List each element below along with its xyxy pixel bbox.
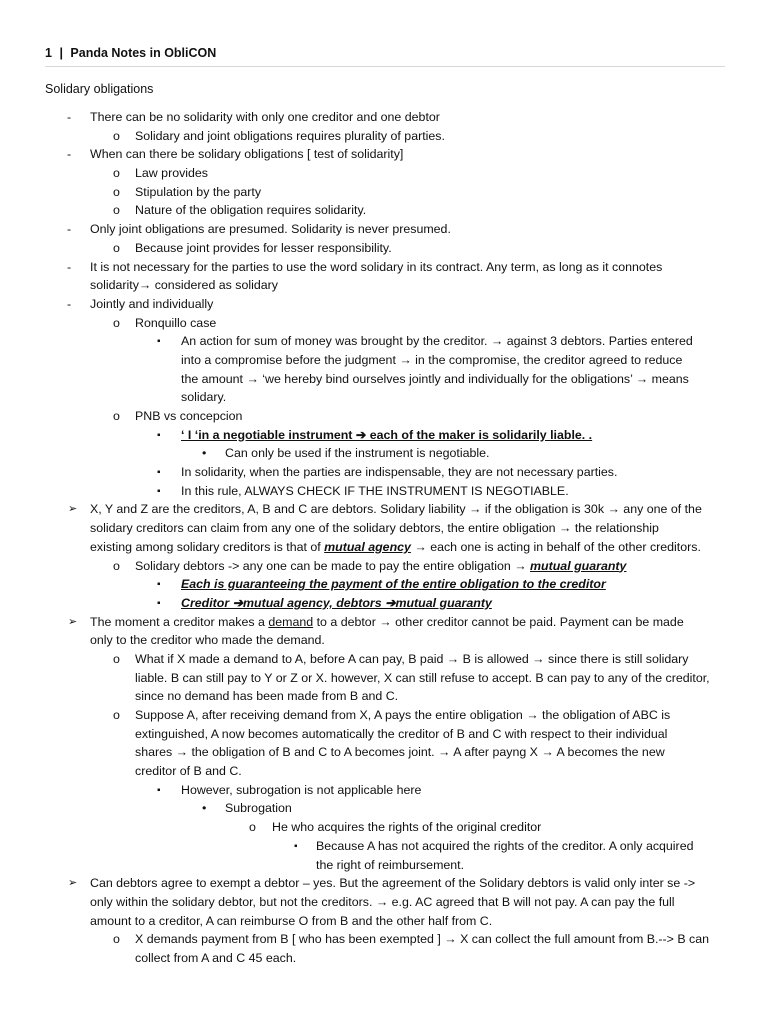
note-text-part: → each one is acting in behalf of the other creditors. [410, 539, 701, 554]
note-line [0, 239, 768, 258]
note-line [0, 519, 768, 538]
note-text: X, Y and Z are the creditors, A, B and C are debtors. Solidary liability → if the obligation is 30k → any one of the [90, 502, 702, 517]
note-text: Can debtors agree to exempt a debtor – yes. But the agreement of the Solidary debtors is valid only inter se -> [90, 876, 696, 891]
bullet-marker: o [113, 203, 120, 218]
note-text [90, 613, 684, 632]
note-line [0, 314, 768, 333]
note-text [90, 538, 701, 557]
note-line [0, 706, 768, 725]
bullet-marker: o [113, 409, 120, 423]
note-text [135, 557, 626, 576]
note-text: solidary creditors can claim from any one of the solidary debtors, the entire obligation → the relationship [90, 521, 659, 536]
note-line [0, 575, 768, 594]
bullet-marker: - [67, 296, 72, 311]
note-line [0, 762, 768, 781]
emphasis-text: mutual guaranty [530, 558, 627, 573]
note-text: solidary. [181, 390, 227, 405]
note-line [0, 407, 768, 426]
bullet-marker: ▪ [157, 467, 161, 479]
note-line [0, 145, 768, 164]
note-text: Stipulation by the party [135, 184, 262, 199]
bullet-marker: ➢ [68, 503, 78, 516]
note-text: It is not necessary for the parties to use the word solidary in its contract. Any term, as long as it connotes [90, 259, 663, 274]
section-title: Solidary obligations [45, 82, 154, 96]
note-text-part: to a debtor → other creditor cannot be paid. Payment can be made [313, 614, 684, 629]
note-line [0, 276, 768, 295]
note-line [0, 669, 768, 688]
note-text: collect from A and C 45 each. [135, 950, 297, 965]
note-text: Nature of the obligation requires solidarity. [135, 203, 367, 218]
note-line [0, 725, 768, 744]
note-text: What if X made a demand to A, before A can pay, B paid → B is allowed → since there is still solidary [135, 651, 689, 666]
header-title: Panda Notes in ObliCON [70, 46, 217, 60]
note-text: the right of reimbursement. [316, 857, 465, 872]
bullet-marker: ▪ [157, 336, 161, 348]
note-text: Law provides [135, 166, 209, 181]
note-text: Solidary and joint obligations requires plurality of parties. [135, 128, 445, 143]
note-line [0, 463, 768, 482]
note-text: In this rule, ALWAYS CHECK IF THE INSTRUMENT IS NEGOTIABLE. [181, 483, 569, 498]
note-text: extinguished, A now becomes automatically the creditor of B and C with respect to their individual [135, 726, 668, 741]
note-line [0, 557, 768, 576]
note-text-part: Solidary debtors -> any one can be made to pay the entire obligation → [135, 558, 531, 573]
note-line [0, 220, 768, 239]
note-line [0, 351, 768, 370]
note-text: solidarity→ considered as solidary [90, 278, 279, 293]
note-text: Jointly and individually [90, 296, 214, 311]
note-text: ‘ I ‘in a negotiable instrument ➔ each of the maker is solidarily liable. . [181, 427, 593, 442]
note-text: Only joint obligations are presumed. Solidarity is never presumed. [90, 222, 451, 237]
note-line [0, 201, 768, 220]
note-line [0, 444, 768, 463]
bullet-marker: • [202, 446, 207, 461]
note-text: Creditor ➔mutual agency, debtors ➔mutual guaranty [181, 595, 492, 610]
note-line [0, 837, 768, 856]
bullet-marker: - [67, 110, 72, 124]
note-text: X demands payment from B [ who has been exempted ] → X can collect the full amount from B.--> B can [135, 932, 710, 947]
note-line [0, 687, 768, 706]
bullet-marker: - [67, 259, 72, 274]
note-line [0, 183, 768, 202]
note-text: only to the creditor who made the demand. [90, 633, 325, 648]
note-text: into a compromise before the judgment → in the compromise, the creditor agreed to reduce [181, 352, 683, 367]
note-line [0, 108, 768, 127]
note-line [0, 949, 768, 968]
note-text: shares → the obligation of B and C to A becomes joint. → A after payng X → A becomes the new [135, 745, 665, 760]
bullet-marker: - [67, 222, 72, 237]
note-text: An action for sum of money was brought by the creditor. → against 3 debtors. Parties entered [181, 334, 693, 349]
bullet-marker: o [113, 128, 120, 143]
note-line [0, 818, 768, 837]
bullet-marker: o [113, 315, 120, 330]
note-text: since no demand has been made from B and C. [135, 689, 399, 704]
note-line [0, 799, 768, 818]
note-line [0, 650, 768, 669]
bullet-marker: o [113, 932, 120, 947]
bullet-marker: - [67, 147, 72, 162]
note-line [0, 613, 768, 632]
note-text: Because A has not acquired the rights of the creditor. A only acquired [316, 838, 694, 853]
bullet-marker: o [113, 651, 120, 666]
note-text: creditor of B and C. [135, 764, 242, 779]
note-line [0, 482, 768, 501]
note-line [0, 332, 768, 351]
note-line [0, 874, 768, 893]
note-text: In solidarity, when the parties are indispensable, they are not necessary parties. [181, 465, 618, 480]
note-text: amount to a creditor, A can reimburse O from B and the other half from C. [90, 913, 493, 928]
note-line [0, 127, 768, 146]
note-text: PNB vs concepcion [135, 409, 243, 423]
header-divider [45, 66, 725, 67]
bullet-marker: ▪ [157, 579, 161, 591]
underlined-text: demand [268, 614, 314, 629]
bullet-marker: o [113, 184, 120, 199]
bullet-marker: ▪ [157, 784, 161, 796]
bullet-marker: o [113, 708, 120, 722]
bullet-marker: • [202, 801, 207, 816]
note-line [0, 743, 768, 762]
note-text: Suppose A, after receiving demand from X, A pays the entire obligation → the obligation of ABC is [135, 708, 671, 722]
note-text: When can there be solidary obligations [ test of solidarity] [90, 147, 404, 162]
note-line [0, 370, 768, 389]
note-line [0, 893, 768, 912]
note-text: Subrogation [225, 801, 292, 816]
note-text: There can be no solidarity with only one creditor and one debtor [90, 110, 440, 124]
note-text: He who acquires the rights of the original creditor [272, 820, 542, 835]
bullet-marker: o [113, 240, 120, 255]
note-line [0, 856, 768, 875]
note-text: only within the solidary debtor, but not the creditors. → e.g. AC agreed that B will not pay. A can pay the full [90, 894, 675, 909]
note-line [0, 594, 768, 613]
bullet-marker: o [249, 820, 256, 835]
note-text: Because joint provides for lesser responsibility. [135, 240, 392, 255]
note-line [0, 631, 768, 650]
notes-body [0, 108, 768, 968]
page-number: 1 [45, 46, 52, 60]
note-line [0, 930, 768, 949]
note-line [0, 164, 768, 183]
note-text: the amount → ‘we hereby bind ourselves jointly and individually for the obligations’ → means [181, 371, 689, 386]
bullet-marker: o [113, 558, 120, 573]
bullet-marker: ➢ [68, 615, 78, 628]
header-separator: | [59, 46, 63, 60]
bullet-marker: o [113, 166, 120, 181]
note-line [0, 388, 768, 407]
note-text: Each is guaranteeing the payment of the entire obligation to the creditor [181, 577, 606, 592]
note-line [0, 295, 768, 314]
bullet-marker: ▪ [157, 597, 161, 609]
note-text: Ronquillo case [135, 315, 217, 330]
bullet-marker: ▪ [294, 840, 298, 852]
note-text: liable. B can still pay to Y or Z or X. however, X can still refuse to accept. B can pay to any of the creditor, [135, 670, 710, 685]
note-line [0, 500, 768, 519]
note-text-part: The moment a creditor makes a [90, 614, 269, 629]
bullet-marker: ▪ [157, 485, 161, 497]
note-line [0, 912, 768, 931]
bullet-marker: ▪ [157, 429, 161, 441]
note-line [0, 781, 768, 800]
note-text-part: existing among solidary creditors is that of [90, 539, 325, 554]
emphasis-text: mutual agency [324, 539, 411, 554]
note-text: Can only be used if the instrument is negotiable. [225, 446, 490, 461]
page-header [45, 46, 725, 66]
note-line [0, 426, 768, 445]
bullet-marker: ➢ [68, 877, 78, 890]
note-line [0, 538, 768, 557]
note-text: However, subrogation is not applicable here [181, 782, 422, 797]
note-line [0, 258, 768, 277]
